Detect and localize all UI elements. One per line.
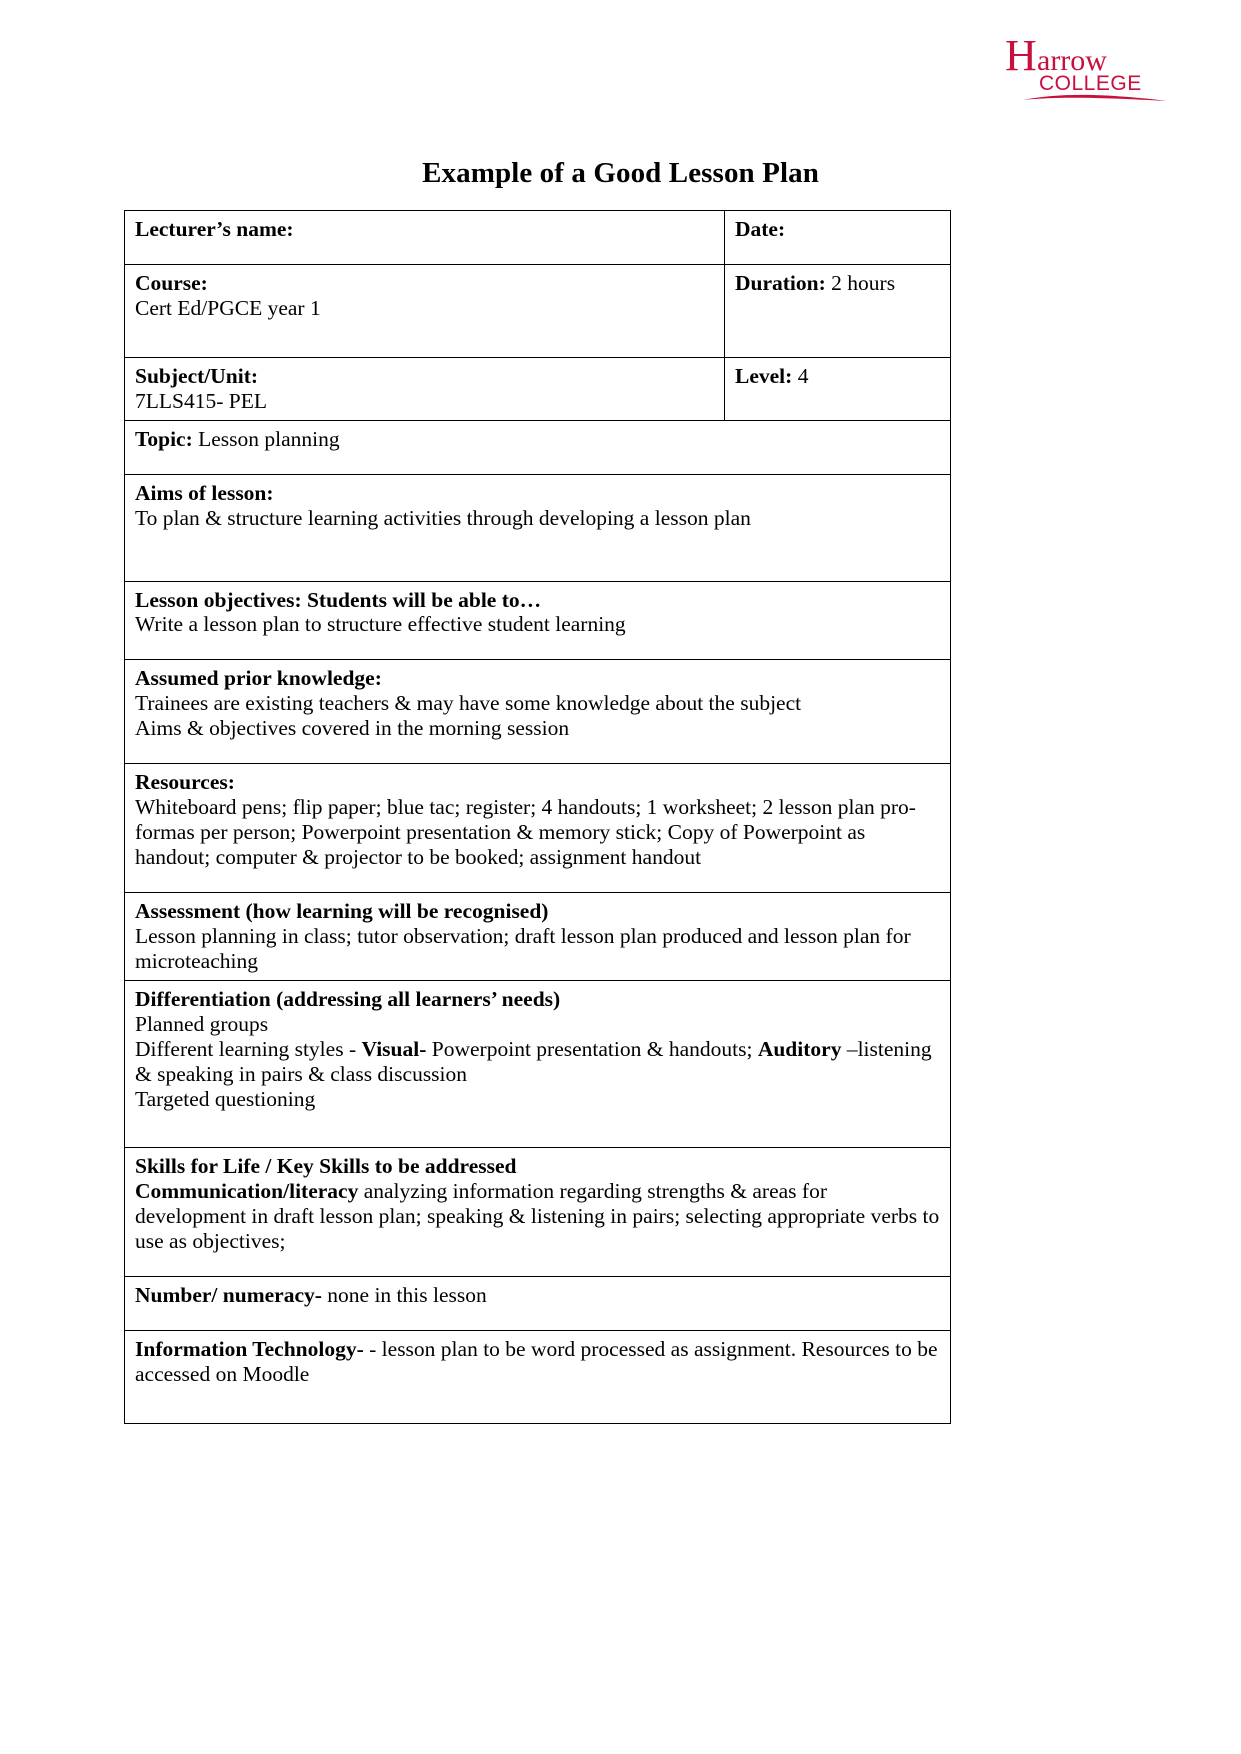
cell-resources: [125, 764, 951, 893]
cell-level: [725, 357, 951, 420]
information-technology-body: [135, 1337, 941, 1387]
differentiation-line-2: [135, 1037, 941, 1087]
table-row-objectives: [125, 581, 951, 660]
table-row-prior-knowledge: [125, 660, 951, 764]
table-row-assessment: [125, 892, 951, 980]
differentiation-line-3: Targeted questioning: [135, 1086, 316, 1111]
cell-numeracy: [125, 1277, 951, 1331]
skills-for-life-body: [135, 1179, 941, 1254]
differentiation-label: Differentiation (addressing all learners’ needs): [135, 986, 561, 1011]
cell-spacer: [135, 1308, 941, 1324]
table-row-lecturer-date: [125, 211, 951, 265]
information-technology-value: - lesson plan to be word processed as assignment. Resources to be accessed on Moodle: [135, 1337, 938, 1387]
cell-objectives: [125, 581, 951, 660]
assessment-text: Lesson planning in class; tutor observation; draft lesson plan produced and lesson plan for microteaching: [135, 923, 911, 973]
cell-aims: [125, 474, 951, 581]
information-technology-label: Information Technology-: [135, 1337, 364, 1362]
svg-text:H: H: [1005, 31, 1037, 80]
cell-spacer: [135, 452, 941, 468]
differentiation-bold-auditory: Auditory: [757, 1036, 842, 1061]
level-label: Level:: [735, 363, 793, 388]
cell-spacer: [135, 1254, 941, 1270]
table-row-subject-level: [125, 357, 951, 420]
differentiation-text-b: Powerpoint presentation & handouts;: [426, 1036, 758, 1061]
table-row-information-technology: [125, 1331, 951, 1424]
lesson-plan-table: [124, 210, 951, 1424]
level-value: 4: [797, 363, 809, 388]
cell-spacer: [135, 1387, 941, 1417]
aims-label: Aims of lesson:: [135, 480, 274, 505]
differentiation-text-a: Different learning styles -: [135, 1036, 362, 1061]
table-row-skills-for-life: [125, 1148, 951, 1277]
svg-text:COLLEGE: COLLEGE: [1039, 72, 1142, 95]
aims-line: To plan & structure learning activities through developing a lesson plan: [135, 505, 751, 530]
skills-for-life-label: Skills for Life / Key Skills to be addressed: [135, 1154, 517, 1179]
cell-lecturer-name: [125, 211, 725, 265]
resources-label: Resources:: [135, 770, 235, 795]
resources-text: Whiteboard pens; flip paper; blue tac; register; 4 handouts; 1 worksheet; 2 lesson plan pro-formas per person; Powerpoint presentation & memory stick; Copy of Powerpoint as handout; computer & projector to be booked; assignment handout: [135, 795, 916, 869]
page-title: Example of a Good Lesson Plan: [422, 157, 819, 189]
cell-spacer: [135, 242, 715, 258]
cell-assessment: [125, 892, 951, 980]
table-row-aims: [125, 474, 951, 581]
subject-unit-label: Subject/Unit:: [135, 363, 259, 388]
cell-spacer: [135, 741, 941, 757]
cell-prior-knowledge: [125, 660, 951, 764]
objectives-line: Write a lesson plan to structure effective student learning: [135, 612, 626, 637]
cell-duration: [725, 264, 951, 357]
cell-course: [125, 264, 725, 357]
table-row-numeracy: [125, 1277, 951, 1331]
differentiation-line-1: Planned groups: [135, 1011, 269, 1036]
subject-unit-value: 7LLS415- PEL: [135, 388, 267, 413]
communication-literacy-label: Communication/literacy: [135, 1179, 359, 1204]
prior-knowledge-label: Assumed prior knowledge:: [135, 666, 382, 691]
prior-knowledge-line: Aims & objectives covered in the morning session: [135, 716, 570, 741]
svg-text:arrow: arrow: [1037, 44, 1107, 77]
assessment-label: Assessment (how learning will be recognised): [135, 898, 549, 923]
topic-label: Topic:: [135, 426, 193, 451]
cell-skills-for-life: [125, 1148, 951, 1277]
differentiation-text-c: –listening & speaking in pairs & class discussion: [135, 1036, 932, 1086]
topic-value: Lesson planning: [198, 426, 340, 451]
cell-subject-unit: [125, 357, 725, 420]
numeracy-value: none in this lesson: [321, 1283, 487, 1308]
table-row-differentiation: [125, 980, 951, 1148]
table-row-resources: [125, 764, 951, 893]
lecturer-name-label: Lecturer’s name:: [135, 217, 294, 241]
date-label: Date:: [735, 217, 786, 241]
cell-spacer: [135, 321, 715, 351]
course-value: Cert Ed/PGCE year 1: [135, 295, 321, 320]
cell-spacer: [135, 1111, 941, 1141]
differentiation-bold-visual: Visual-: [361, 1036, 427, 1061]
cell-spacer: [135, 870, 941, 886]
cell-information-technology: [125, 1331, 951, 1424]
table-row-topic: [125, 420, 951, 474]
numeracy-label: Number/ numeracy-: [135, 1283, 322, 1308]
cell-differentiation: [125, 980, 951, 1148]
course-label: Course:: [135, 270, 208, 295]
harrow-college-logo: [1001, 30, 1169, 102]
duration-label: Duration:: [735, 270, 826, 295]
communication-literacy-text: analyzing information regarding strengths & areas for development in draft lesson plan; speaking & listening in pairs; selecting appropriate verbs to use as objectives;: [135, 1179, 940, 1254]
cell-spacer: [135, 637, 941, 653]
cell-date: [725, 211, 951, 265]
duration-value: 2 hours: [831, 270, 896, 295]
objectives-label: Lesson objectives: Students will be able to…: [135, 587, 542, 612]
cell-topic: [125, 420, 951, 474]
prior-knowledge-line: Trainees are existing teachers & may have some knowledge about the subject: [135, 691, 802, 716]
table-row-course-duration: [125, 264, 951, 357]
cell-spacer: [135, 531, 941, 575]
